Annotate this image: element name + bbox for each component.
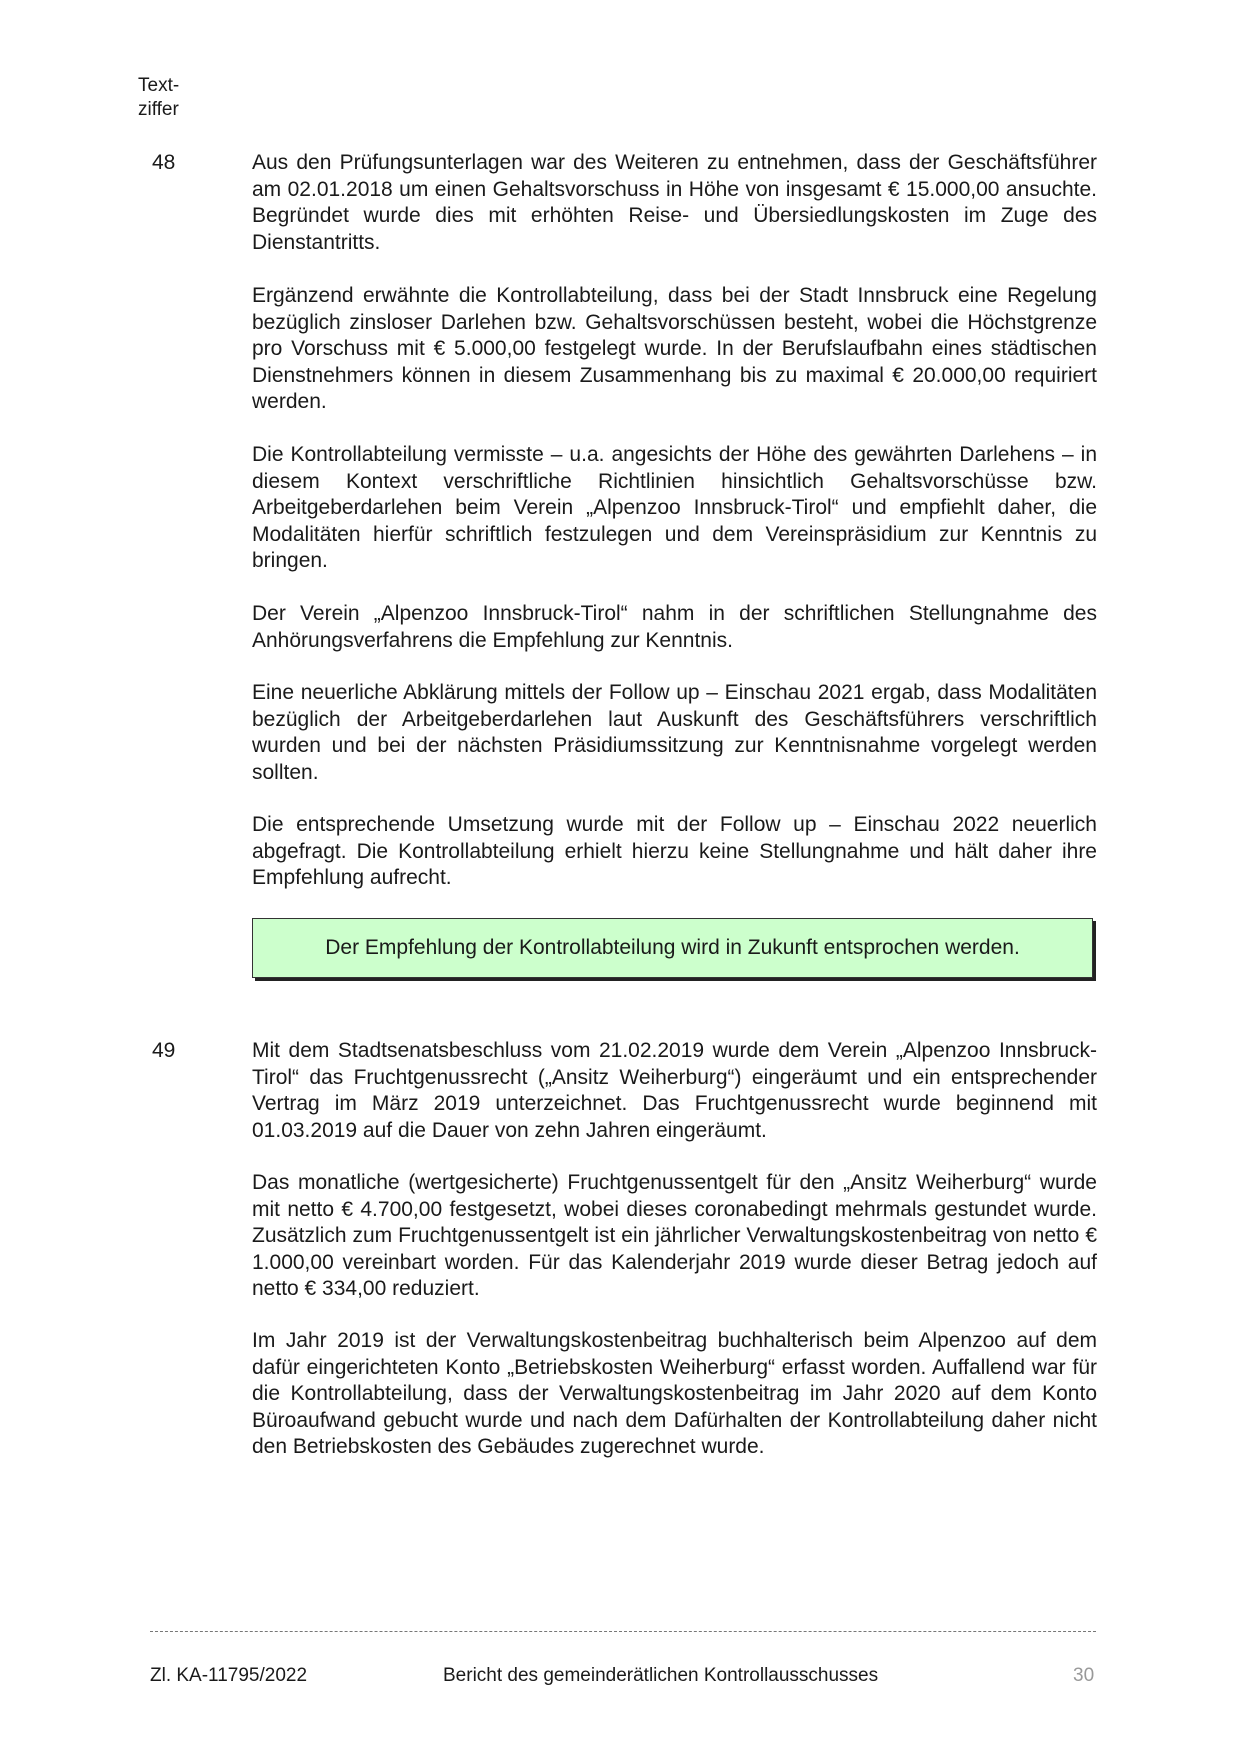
footer-title: Bericht des gemeinderätlichen Kontrollausschusses <box>443 1665 879 1686</box>
response-text: Der Empfehlung der Kontrollabteilung wird in Zukunft entsprochen werden. <box>325 936 1020 959</box>
response-box <box>252 918 1093 978</box>
section-48-paragraph-6: Die entsprechende Umsetzung wurde mit der Follow up – Einschau 2022 neuerlich abgefragt. Die Kontrollabteilung erhielt hierzu keine Stellungnahme und hält daher ihre Empfehlung aufrecht. <box>252 813 1097 889</box>
footer-reference: Zl. KA-11795/2022 <box>150 1665 308 1686</box>
section-48-paragraph-1: Aus den Prüfungsunterlagen war des Weiteren zu entnehmen, dass der Geschäftsführer am 02.01.2018 um einen Gehaltsvorschuss in Höhe von insgesamt € 15.000,00 ansuchte. Begründet wurde dies mit erhöhten Reise- und Übersiedlungskosten im Zuge des Dienstantritts. <box>252 151 1097 254</box>
section-48-paragraph-3: Die Kontrollabteilung vermisste – u.a. angesichts der Höhe des gewährten Darlehens – in diesem Kontext verschriftliche Richtlinien hinsichtlich Gehaltsvorschüsse bzw. Arbeitgeberdarlehen beim Verein „Alpenzoo Innsbruck-Tirol“ und empfiehlt daher, die Modalitäten hierfür schriftlich festzulegen und dem Vereinspräsidium zur Kenntnis zu bringen. <box>252 443 1097 572</box>
textziffer-label <box>138 74 179 122</box>
section-48-paragraph-2: Ergänzend erwähnte die Kontrollabteilung, dass bei der Stadt Innsbruck eine Regelung bezüglich zinsloser Darlehen bzw. Gehaltsvorschüssen besteht, wobei die Höchstgrenze pro Vorschuss mit € 5.000,00 festgelegt wurde. In der Berufslaufbahn eines städtischen Dienstnehmers können in diesem Zusammenhang bis zu maximal € 20.000,00 requiriert werden. <box>252 284 1097 413</box>
section-49-paragraph-3: Im Jahr 2019 ist der Verwaltungskostenbeitrag buchhalterisch beim Alpenzoo auf dem dafür eingerichteten Konto „Betriebskosten Weiherburg“ erfasst worden. Auffallend war für die Kontrollabteilung, dass der Verwaltungskostenbeitrag im Jahr 2020 auf dem Konto Büroaufwand gebucht wurde und nach dem Dafürhalten der Kontrollabteilung daher nicht den Betriebskosten des Gebäudes zugerechnet wurde. <box>252 1329 1097 1458</box>
section-48-paragraph-5: Eine neuerliche Abklärung mittels der Follow up – Einschau 2021 ergab, dass Modalitäten bezüglich der Arbeitgeberdarlehen laut Auskunft des Geschäftsführers verschriftlich wurden und bei der nächsten Präsidiumssitzung zur Kenntnisnahme vorgelegt werden sollten. <box>252 681 1097 784</box>
section-49-paragraph-2: Das monatliche (wertgesicherte) Fruchtgenussentgelt für den „Ansitz Weiherburg“ wurde mit netto € 4.700,00 festgesetzt, wobei dieses coronabedingt mehrmals gestundet wurde. Zusätzlich zum Fruchtgenussentgelt ist ein jährlicher Verwaltungskostenbeitrag von netto € 1.000,00 vereinbart worden. Für das Kalenderjahr 2019 wurde dieser Betrag jedoch auf netto € 334,00 reduziert. <box>252 1171 1097 1300</box>
footer-divider <box>150 1631 1096 1632</box>
page-number: 30 <box>1073 1665 1095 1686</box>
section-number-48: 48 <box>152 151 176 174</box>
section-48-paragraph-4: Der Verein „Alpenzoo Innsbruck-Tirol“ nahm in der schriftlichen Stellungnahme des Anhörungsverfahrens die Empfehlung zur Kenntnis. <box>252 602 1097 652</box>
section-number-49: 49 <box>152 1039 176 1062</box>
textziffer-label-line-2: ziffer <box>138 99 179 120</box>
textziffer-label-line-1: Text- <box>138 75 180 96</box>
section-49-paragraph-1: Mit dem Stadtsenatsbeschluss vom 21.02.2019 wurde dem Verein „Alpenzoo Innsbruck-Tirol“ das Fruchtgenussrecht („Ansitz Weiherburg“) eingeräumt und ein entsprechender Vertrag im März 2019 unterzeichnet. Das Fruchtgenussrecht wurde beginnend mit 01.03.2019 auf die Dauer von zehn Jahren eingeräumt. <box>252 1039 1097 1142</box>
